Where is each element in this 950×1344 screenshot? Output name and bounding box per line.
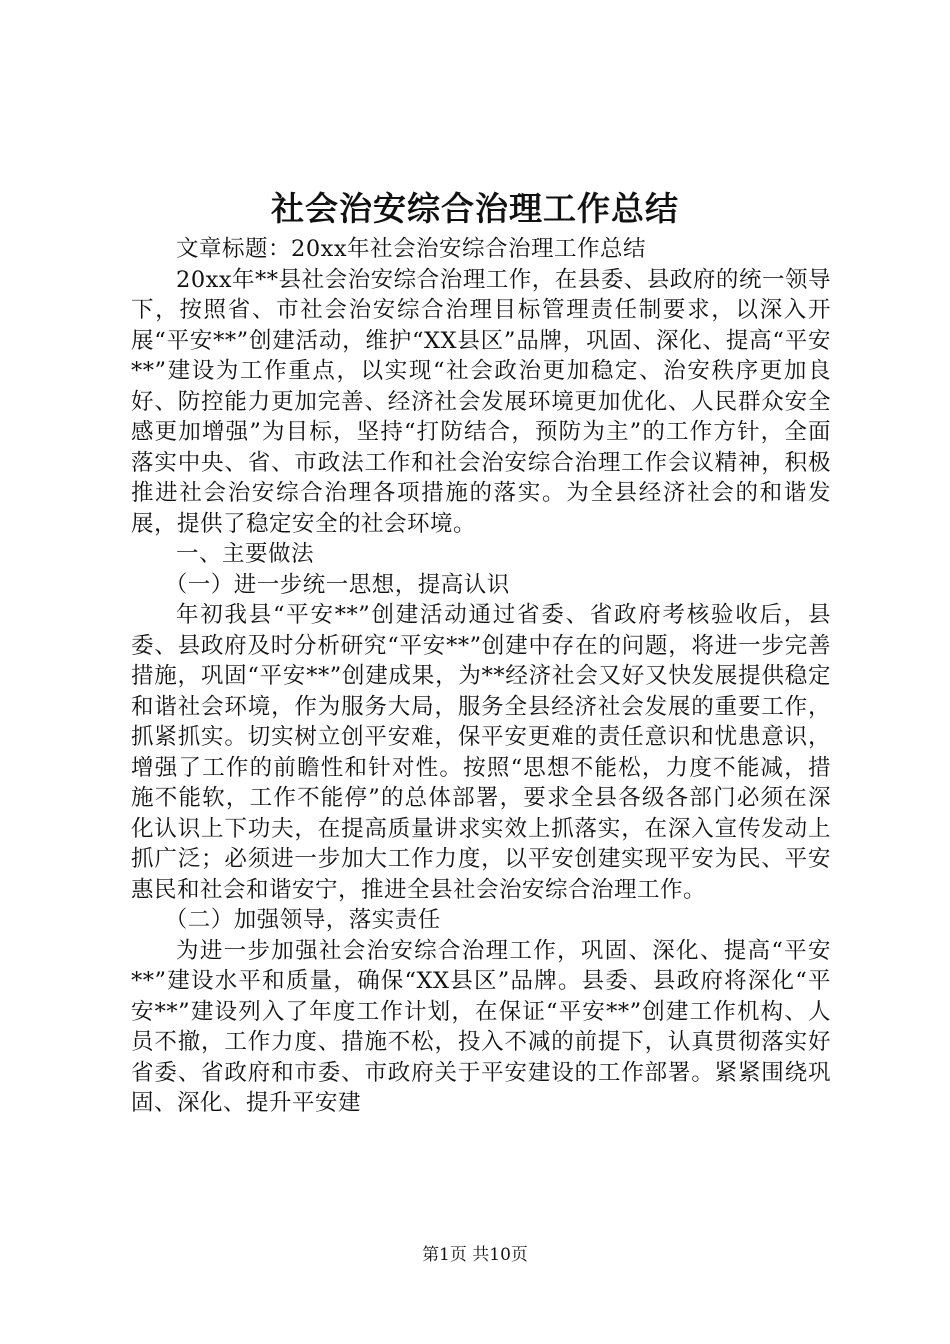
subsection-2-paragraph: 为进一步加强社会治安综合治理工作，巩固、深化、提高“平安**”建设水平和质量，确保“XX县区”品牌。县委、县政府将深化“平安**”建设列入了年度工作计划，在保证“平安**”创建工作机构、人员不撤，工作力度、措施不松，投入不减的前提下，认真贯彻落实好省委、省政府和市委、市政府关于平安建设的工作部署。紧紧围绕巩固、深化、提升平安建: [131, 937, 831, 1116]
article-heading-line: 文章标题：20xx年社会治安综合治理工作总结: [176, 236, 647, 262]
document-title: 社会治安综合治理工作总结: [271, 189, 679, 228]
page-number: 第1页 共10页: [422, 1245, 528, 1265]
subsection-heading-2: （二）加强领导，落实责任: [164, 907, 441, 933]
subsection-1-paragraph: 年初我县“平安**”创建活动通过省委、省政府考核验收后，县委、县政府及时分析研究“平安**”创建中存在的问题，将进一步完善措施，巩固“平安**”创建成果，为**经济社会又好又快发展提供稳定和谐社会环境，作为服务大局，服务全县经济社会发展的重要工作，抓紧抓实。切实树立创平安难，保平安更难的责任意识和忧患意识，增强了工作的前瞻性和针对性。按照“思想不能松，力度不能减，措施不能软，工作不能停”的总体部署，要求全县各级各部门必须在深化认识上下功夫，在提高质量讲求实效上抓落实，在深入宣传发动上抓广泛；必须进一步加大工作力度，以平安创建实现平安为民、平安惠民和社会和谐安宁，推进全县社会治安综合治理工作。: [131, 602, 831, 903]
section-heading: 一、主要做法: [176, 541, 315, 567]
document-body: [131, 234, 831, 1119]
subsection-heading-1: （一）进一步统一思想，提高认识: [164, 571, 510, 598]
intro-paragraph: 20xx年**县社会治安综合治理工作，在县委、县政府的统一领导下，按照省、市社会治安综合治理目标管理责任制要求，以深入开展“平安**”创建活动，维护“XX县区”品牌，巩固、深化、提高“平安**”建设为工作重点，以实现“社会政治更加稳定、治安秩序更加良好、防控能力更加完善、经济社会发展环境更加优化、人民群众安全感更加增强”为目标，坚持“打防结合，预防为主”的工作方针，全面落实中央、省、市政法工作和社会治安综合治理工作会议精神，积极推进社会治安综合治理各项措施的落实。为全县经济社会的和谐发展，提供了稳定安全的社会环境。: [131, 266, 831, 537]
